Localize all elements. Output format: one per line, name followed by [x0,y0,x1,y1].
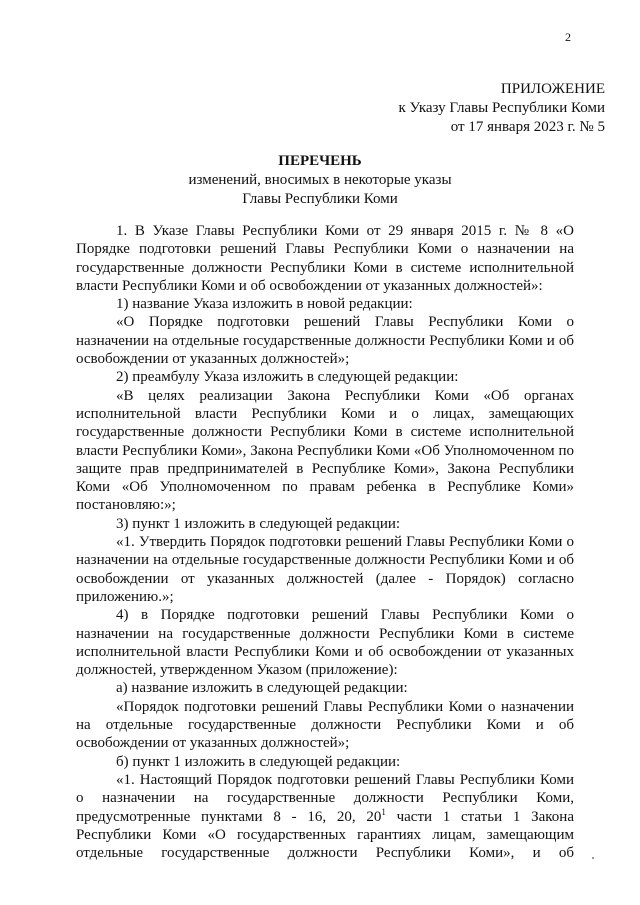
paragraph-12-text-a: «1. Настоящий Порядок подготовки решений Главы Республики Коми о назначении на государственные должности Республики Коми, предусмотренные пунктами 8 - 16, 20, 20 [76,771,574,825]
paragraph-12 [76,771,574,862]
heading-title: ПЕРЕЧЕНЬ [278,153,362,169]
scan-artifact [592,857,594,859]
document-heading [0,152,640,209]
paragraph-7: «1. Утвердить Порядок подготовки решений Главы Республики Коми о назначении на отдельные государственные должности Республики Коми и об освобождении от указанных должностей (далее - Порядок) согласно приложению.»; [76,534,574,605]
appendix-block [265,80,605,137]
paragraph-12-text-b: части 1 статьи 1 Закона Республики Коми «О государственных гарантиях лицам, замещающим отдельные государственные должности Республики Коми», и об [76,808,574,862]
paragraph-10: «Порядок подготовки решений Главы Республики Коми о назначении на отдельные государственные должности Республики Коми и об освобождении от указанных должностей»; [76,698,574,752]
paragraph-3: «О Порядке подготовки решений Главы Республики Коми о назначении на отдельные государственные должности Республики Коми и об освобождении от указанных должностей»; [76,314,574,368]
document-body [76,222,574,862]
paragraph-1: 1. В Указе Главы Республики Коми от 29 января 2015 г. № 8 «О Порядке подготовки решений Главы Республики Коми о назначении на государственные должности Республики Коми в системе исполнительной власти Республики Коми и об освобождении от указанных должностей»: [76,223,574,294]
paragraph-11: б) пункт 1 изложить в следующей редакции: [116,753,401,770]
paragraph-4: 2) преамбулу Указа изложить в следующей редакции: [116,369,459,386]
appendix-title: ПРИЛОЖЕНИЕ [500,81,605,97]
heading-subtitle-line2: Главы Республики Коми [242,191,398,207]
paragraph-5: «В целях реализации Закона Республики Коми «Об органах исполнительной власти Республики Коми и о лицах, замещающих государственные должности Республики Коми в системе исполнительной власти Республики Коми», Закона Республики Коми «Об Уполномоченном по защите прав предпринимателей в Республике Коми», Закона Республики Коми «Об Уполномоченном по правам ребенка в Республике Коми» постановляю:»; [76,387,574,514]
appendix-date: от 17 января 2023 г. № 5 [450,119,605,135]
superscript-index: 1 [381,806,386,817]
paragraph-2: 1) название Указа изложить в новой редакции: [116,296,413,313]
page-number: 2 [565,30,571,44]
appendix-decree-ref: к Указу Главы Республики Коми [398,100,605,116]
paragraph-8: 4) в Порядке подготовки решений Главы Республики Коми о назначении на государственные должности Республики Коми в системе исполнительной власти Республики Коми и об освобождении от указанных должностей, утвержденном Указом (приложение): [76,607,574,679]
paragraph-6: 3) пункт 1 изложить в следующей редакции: [116,515,401,532]
heading-subtitle-line1: изменений, вносимых в некоторые указы [188,172,452,188]
paragraph-9: а) название изложить в следующей редакции: [116,680,408,697]
